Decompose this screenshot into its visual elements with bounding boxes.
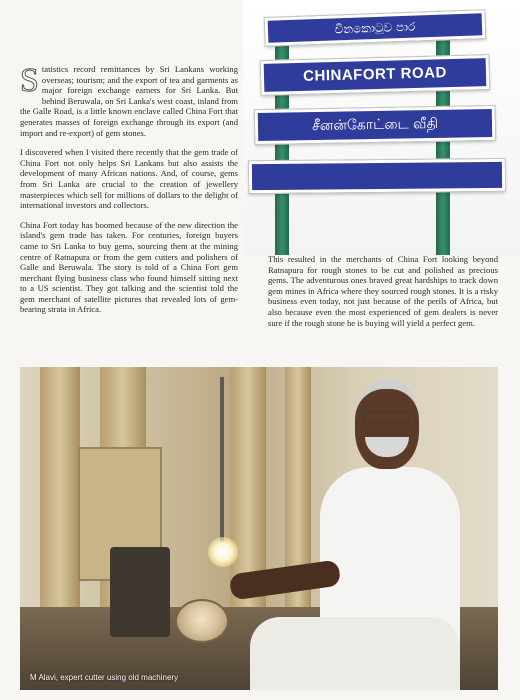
sign-blank-board [249,159,505,193]
street-sign-photo [243,0,520,255]
sign-english: CHINAFORT ROAD [261,55,490,95]
lamp-bulb [208,537,238,567]
man-sarong [250,617,460,690]
article-paragraph-3: China Fort today has boomed because of the new direction the island's gem trade has taken. For centuries, foreign buyers came to Sri Lanka to buy gems, sourcing them at the mining centre of Ratnapura or from the gem cutters and polishers of Galle and Beruwala. The story is told of a China Fort gem merchant flying business class who found himself sitting next to a US scientist. They got talking and the scientist told the gem merchant of satellite pictures that revealed lots of gem-bearing strata in Africa. [20,219,238,315]
photo-door-panel [40,367,80,617]
sign-sinhala: චීනකොටුව පාර [265,10,486,46]
sign-tamil: சீனன்கோட்டை வீதி [255,106,496,144]
polishing-wheel [175,599,229,643]
photo-caption: M Alavi, expert cutter using old machinery [30,673,179,682]
article-column-right [268,254,498,337]
article-column-left [20,64,238,324]
article-paragraph-1 [20,64,238,138]
cutting-machine [110,547,170,637]
gem-cutter-photo [20,367,498,690]
article-paragraph-2: I discovered when I visited there recently that the gem trade of China Fort not only helps Sri Lankans but also assists the development of many African nations. And, of course, gems from Sri Lanka are crucial to the creation of jewellery masterpieces which sell for millions of dollars to the delight of international investors and collectors. [20,147,238,211]
paragraph-1-text: tatistics record remittances by Sri Lankans working overseas; tourism; and the export of tea and garments as major foreign exchange earners for Sri Lanka. But behind Beruwala, on Sri Lanka's west coast, inland from the Galle Road, is a little known enclave called China Fort that generates masses of foreign exchange through its export (and import and re-export) of gem stones. [20,64,238,138]
lamp-arm [220,377,224,542]
article-paragraph-4: This resulted in the merchants of China Fort looking beyond Ratnapura for rough stones to be cut and polished as precious gems. The adventurous ones braved great hardships to track down gem mines in Africa where they sourced rough stones. It is a risky business even today, not just because of the perils of Africa, but also because even the most experienced of gem dealers is never sure if the rough stone he is buying will yield a perfect gem. [268,254,498,328]
drop-cap: S [20,62,39,99]
glasses [362,411,416,423]
